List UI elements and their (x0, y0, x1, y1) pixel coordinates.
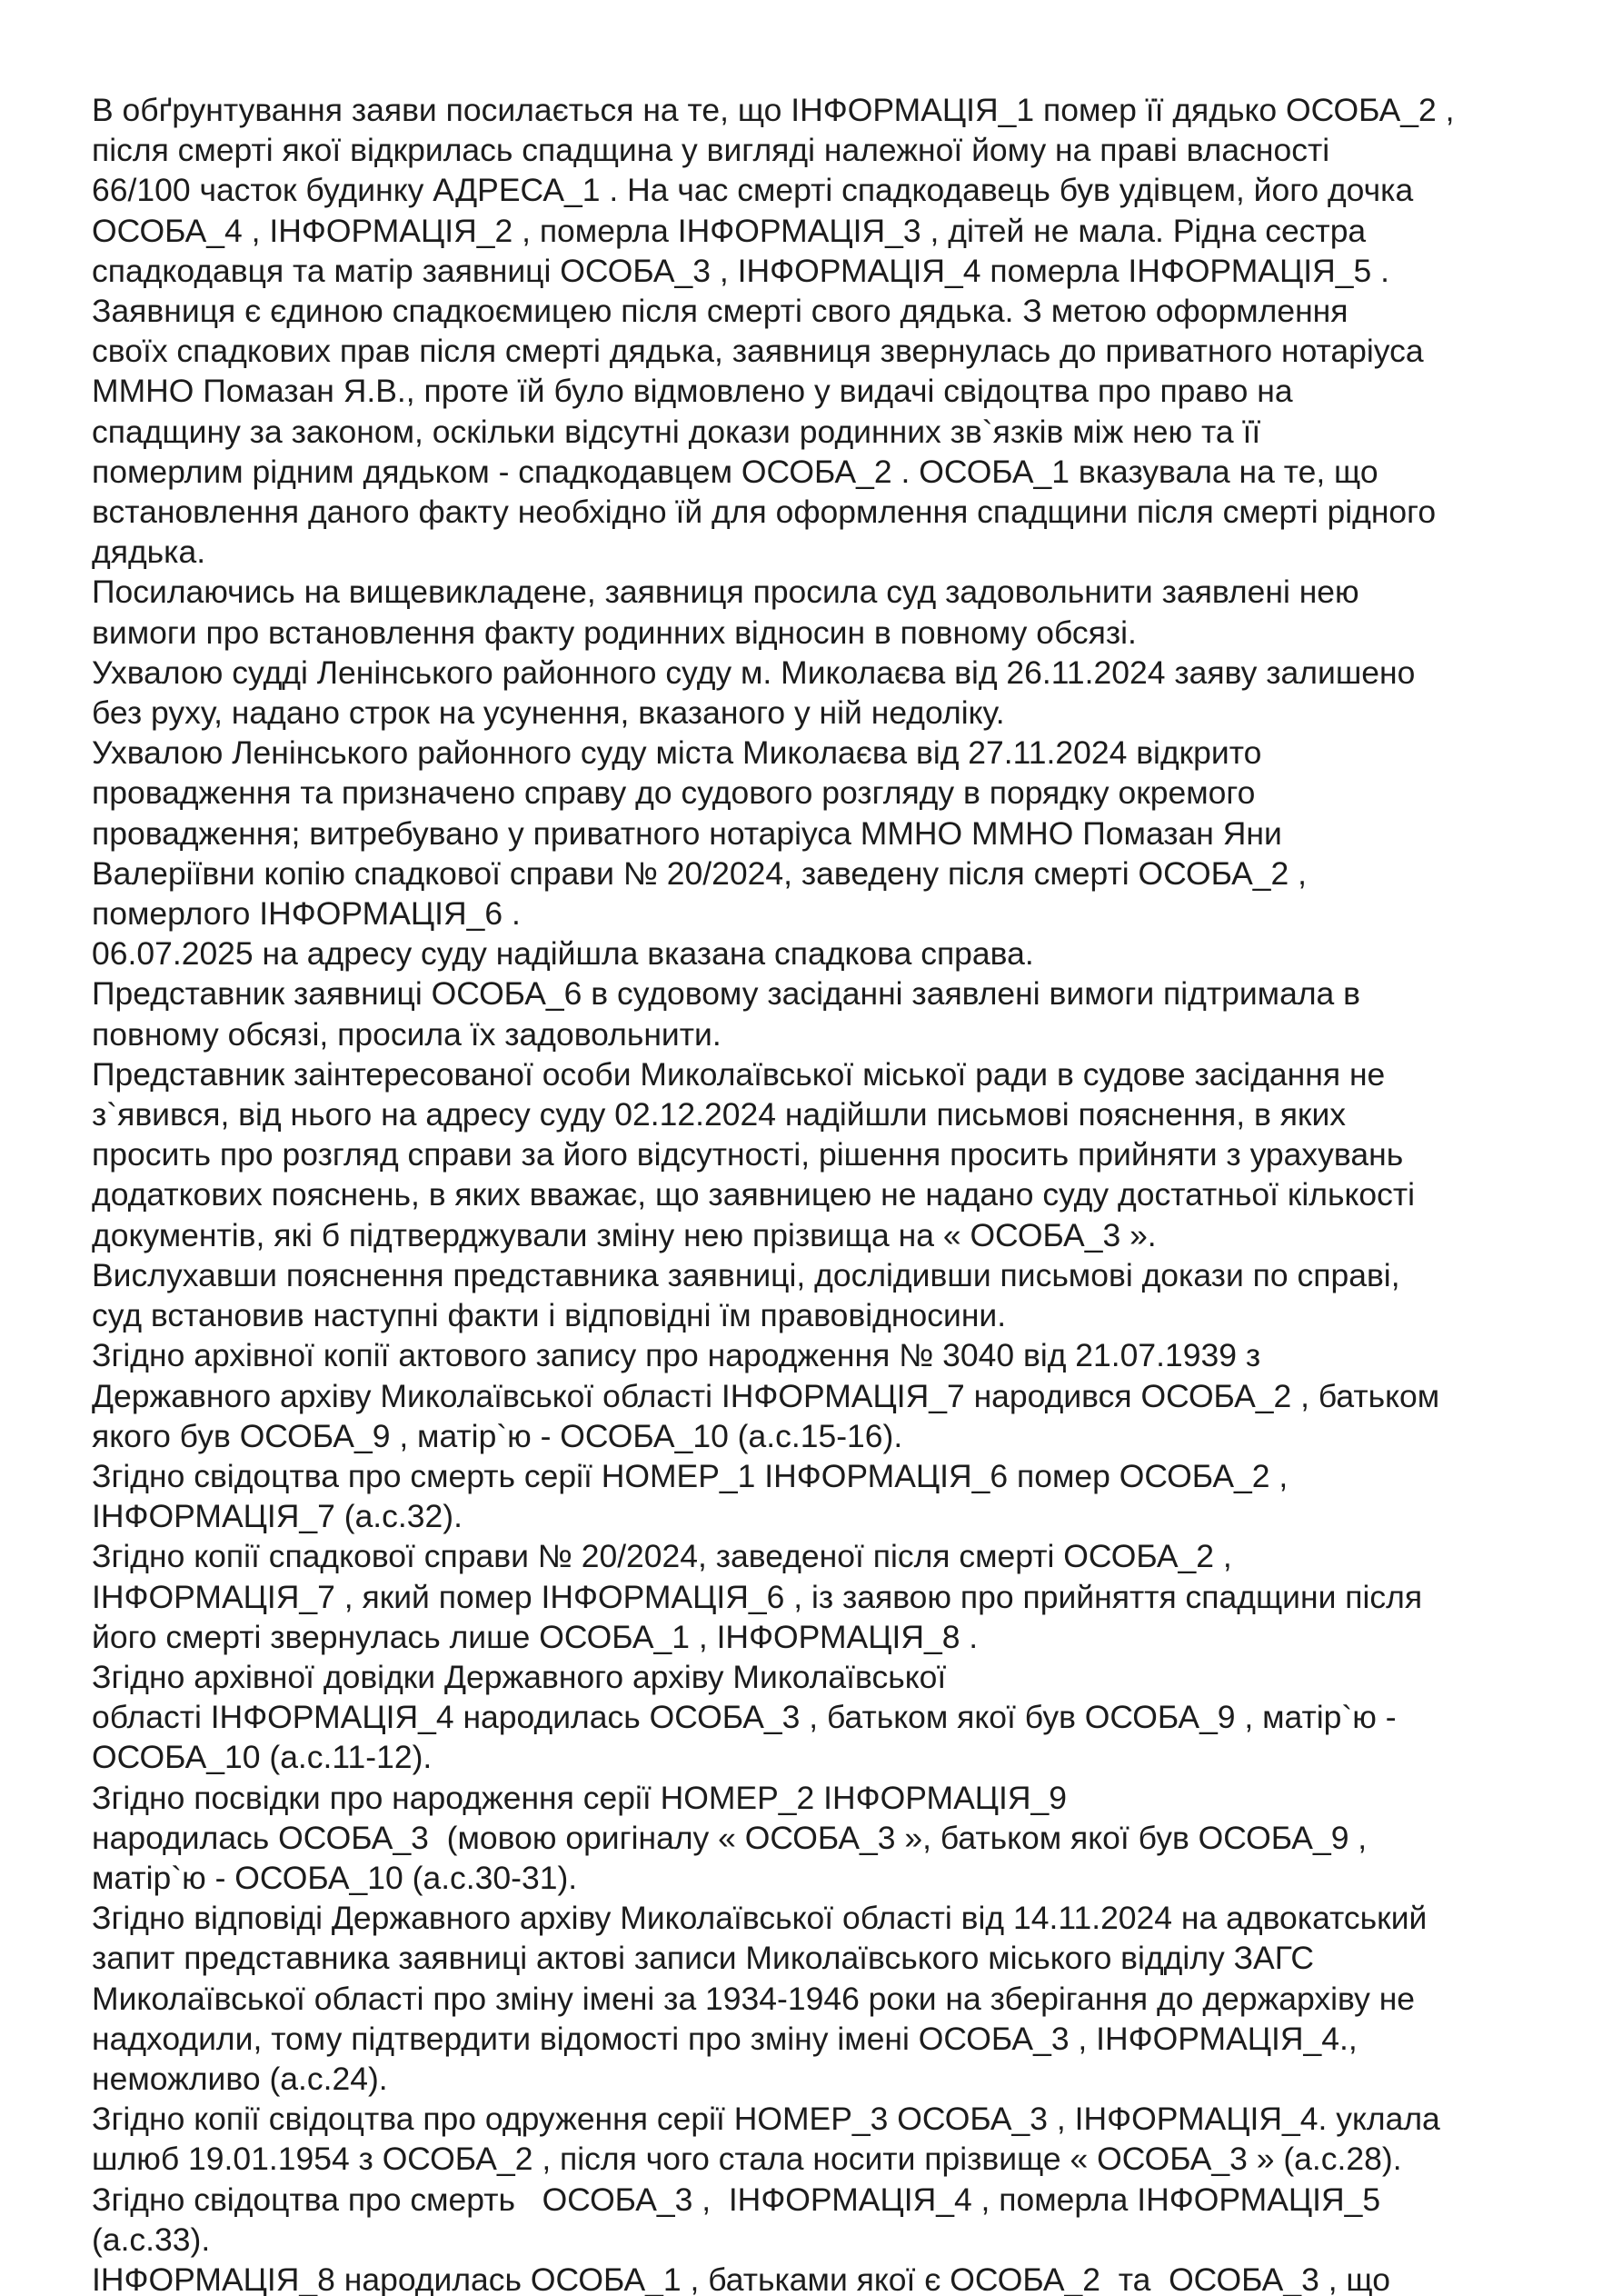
text-line: Заявниця є єдиною спадкоємицею після смерті свого дядька. З метою оформлення (92, 293, 1348, 330)
text-line: Посилаючись на вищевикладене, заявниця просила суд задовольнити заявлені нею (92, 574, 1359, 611)
text-line: (а.с.33). (92, 2221, 211, 2258)
text-line: Ухвалою судді Ленінського районного суду м. Миколаєва від 26.11.2024 заяву залишено (92, 654, 1416, 691)
text-line: додаткових пояснень, в яких вважає, що заявницею не надано суду достатньої кількості (92, 1176, 1416, 1213)
text-line: Згідно свідоцтва про смерть ОСОБА_3 , ІНФОРМАЦІЯ_4 , померла ІНФОРМАЦІЯ_5 (92, 2181, 1381, 2218)
text-line: вимоги про встановлення факту родинних відносин в повному обсязі. (92, 614, 1137, 651)
text-line: ІНФОРМАЦІЯ_7 , який помер ІНФОРМАЦІЯ_6 , із заявою про прийняття спадщини після (92, 1578, 1423, 1615)
text-line: ІНФОРМАЦІЯ_7 (а.с.32). (92, 1498, 463, 1535)
text-line: матір`ю - ОСОБА_10 (а.с.30-31). (92, 1859, 578, 1896)
text-line: 66/100 часток будинку АДРЕСА_1 . На час смерті спадкодавець був удівцем, його дочка (92, 172, 1414, 209)
text-line: своїх спадкових прав після смерті дядька, заявниця звернулась до приватного нотаріуса (92, 333, 1424, 370)
text-line: області ІНФОРМАЦІЯ_4 народилась ОСОБА_3 , батьком якої був ОСОБА_9 , матір`ю - (92, 1699, 1397, 1736)
text-line: просить про розгляд справи за його відсутності, рішення просить прийняти з урахувань (92, 1136, 1404, 1173)
text-line: якого був ОСОБА_9 , матір`ю - ОСОБА_10 (а.с.15-16). (92, 1417, 903, 1454)
text-line: ММНО Помазан Я.В., проте їй було відмовлено у видачі свідоцтва про право на (92, 373, 1293, 410)
text-line: провадження; витребувано у приватного нотаріуса ММНО ММНО Помазан Яни (92, 814, 1282, 852)
text-line: Згідно копії спадкової справи № 20/2024, заведеної після смерті ОСОБА_2 , (92, 1538, 1232, 1575)
text-line: Представник заявниці ОСОБА_6 в судовому засіданні заявлені вимоги підтримала в (92, 975, 1360, 1013)
text-line: його смерті звернулась лише ОСОБА_1 , ІНФОРМАЦІЯ_8 . (92, 1618, 979, 1655)
text-line: документів, які б підтверджували зміну нею прізвища на « ОСОБА_3 ». (92, 1216, 1157, 1253)
text-line: шлюб 19.01.1954 з ОСОБА_2 , після чого стала носити прізвище « ОСОБА_3 » (а.с.28). (92, 2141, 1402, 2178)
text-line: з`явився, від нього на адресу суду 02.12.2024 надійшли письмові пояснення, в яких (92, 1096, 1347, 1133)
text-line: Згідно архівної довідки Державного архіву Миколаївської (92, 1658, 947, 1695)
text-line: народилась ОСОБА_3 (мовою оригіналу « ОСОБА_3 », батьком якої був ОСОБА_9 , (92, 1819, 1368, 1856)
text-line: Ухвалою Ленінського районного суду міста Миколаєва від 27.11.2024 відкрито (92, 734, 1262, 772)
text-line: Згідно свідоцтва про смерть серії НОМЕР_1 ІНФОРМАЦІЯ_6 помер ОСОБА_2 , (92, 1457, 1289, 1494)
text-line: без руху, надано строк на усунення, вказаного у ній недоліку. (92, 694, 1005, 732)
text-line: Представник заінтересованої особи Миколаївської міської ради в судове засідання не (92, 1055, 1386, 1093)
text-line: Державного архіву Миколаївської області ІНФОРМАЦІЯ_7 народився ОСОБА_2 , батьком (92, 1377, 1440, 1414)
text-line: ОСОБА_4 , ІНФОРМАЦІЯ_2 , померла ІНФОРМАЦІЯ_3 , дітей не мала. Рідна сестра (92, 212, 1367, 249)
text-line: ОСОБА_10 (а.с.11-12). (92, 1739, 433, 1776)
text-line: після смерті якої відкрилась спадщина у вигляді належної йому на праві власності (92, 132, 1330, 169)
text-line: Вислухавши пояснення представника заявниці, дослідивши письмові докази по справі, (92, 1256, 1400, 1293)
text-line: Згідно архівної копії актового запису про народження № 3040 від 21.07.1939 з (92, 1337, 1261, 1374)
text-line: встановлення даного факту необхідно їй для оформлення спадщини після смерті рідного (92, 494, 1437, 531)
text-line: померлого ІНФОРМАЦІЯ_6 . (92, 895, 521, 933)
text-line: спадкодавця та матір заявниці ОСОБА_3 , ІНФОРМАЦІЯ_4 померла ІНФОРМАЦІЯ_5 . (92, 252, 1389, 289)
text-line: Згідно копії свідоцтва про одруження серії НОМЕР_3 ОСОБА_3 , ІНФОРМАЦІЯ_4. уклала (92, 2101, 1440, 2138)
text-line: дядька. (92, 534, 206, 571)
text-line: Валеріївни копію спадкової справи № 20/2024, заведену після смерті ОСОБА_2 , (92, 854, 1307, 892)
text-line: Згідно посвідки про народження серії НОМЕР_2 ІНФОРМАЦІЯ_9 (92, 1779, 1067, 1816)
text-line: 06.07.2025 на адресу суду надійшла вказана спадкова справа. (92, 935, 1034, 973)
text-line: Миколаївської області про зміну імені за 1934-1946 роки на зберігання до держархіву не (92, 1980, 1416, 2017)
text-line: померлим рідним дядьком - спадкодавцем ОСОБА_2 . ОСОБА_1 вказувала на те, що (92, 453, 1378, 490)
text-line: Згідно відповіді Державного архіву Миколаївської області від 14.11.2024 на адвокатський (92, 1900, 1428, 1937)
text-line: запит представника заявниці актові записи Миколаївського міського відділу ЗАГС (92, 1940, 1314, 1977)
text-line: повному обсязі, просила їх задовольнити. (92, 1015, 721, 1053)
text-line: неможливо (а.с.24). (92, 2060, 388, 2097)
text-line: провадження та призначено справу до судового розгляду в порядку окремого (92, 774, 1256, 812)
document-text (92, 90, 1591, 2296)
text-line: суд встановив наступні факти і відповідні їм правовідносини. (92, 1297, 1007, 1334)
text-line: спадщину за законом, оскільки відсутні докази родинних зв`язків між нею та її (92, 413, 1261, 450)
text-line: В обґрунтування заяви посилається на те, що ІНФОРМАЦІЯ_1 помер її дядько ОСОБА_2 , (92, 92, 1455, 128)
text-line: надходили, тому підтвердити відомості про зміну імені ОСОБА_3 , ІНФОРМАЦІЯ_4., (92, 2020, 1358, 2057)
text-line: ІНФОРМАЦІЯ_8 народилась ОСОБА_1 , батьками якої є ОСОБА_2 та ОСОБА_3 , що (92, 2261, 1390, 2296)
